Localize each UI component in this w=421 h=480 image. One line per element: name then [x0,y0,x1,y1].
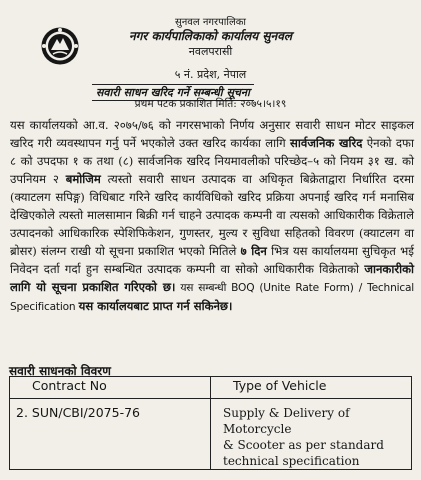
body-bold-3: ७ दिन [240,244,267,258]
body-bold-2: बमोजिम [65,172,101,186]
table-row [10,399,412,470]
district-name: नवलपरासी [188,45,233,58]
table-header-row [10,377,412,399]
contract-no-header: Contract No [10,377,211,399]
vehicle-table [9,376,412,470]
contract-number: SUN/CBI/2075-76 [31,405,140,420]
office-name: नगर कार्यपालिकाको कार्यालय सुनवल [128,29,293,43]
vehicle-type-header: Type of Vehicle [211,377,412,399]
notice-title: सवारी साधन खरिद गर्ने सम्बन्धी सूचना [92,84,254,101]
vehicle-cell [211,399,412,470]
province-name: ५ नं. प्रदेश, नेपाल [174,68,247,81]
vehicle-line-3: technical specification [223,454,360,468]
notice-body [10,116,414,316]
body-text-2: ऐनको दफा ८ को उपदफा १ क तथा (८) सार्वजनिक खरिद नियमावलीको परिच्छेद–५ को नियम ३१ ख. को उपनियम २ [10,136,414,186]
body-text-3: त्यस्तो सवारी साधन उत्पादक वा अधिकृत बिक्रेताद्वारा निर्धारित दरमा (क्याटलग सपिङ्ग) विधिबाट गरिने खरिद कार्यविधिको खरिद प्रक्रिया अपनाई खरिद गर्न मनासिब देखिएकोले त्यस्तो मालसामान बिक्री गर्न चाहने उत्पादक कम्पनी वा त्यसको आधिकारीक विक्रेताले उत्पादनको आधिकारिक स्पेशिफिकेशन, गुणस्तर, मुल्य र सुविधा सहितको विवरण (क्याटलग वा ब्रोसर) संलग्न राखी यो सूचना प्रकाशित भएको मितिले [10,172,415,258]
body-bold-4: जानकारीको लागि यो सूचना प्रकाशित गरिएको छ। [10,262,414,294]
first-published-date: प्रथम पटक प्रकाशित मिति: २०७५।५।१९ [134,98,287,110]
vehicle-details-heading: सवारी साधनको विवरण [9,364,111,378]
body-bold-5: यस कार्यालयबाट प्राप्त गर्न सकिनेछ। [78,299,233,313]
vehicle-line-2: & Scooter as per standard [223,438,384,452]
body-text-4: भित्र यस कार्यालयमा सुचिकृत भई निवेदन दर्ता गर्दा हुन सम्बन्धित उत्पादक कम्पनी वा सोको आधिकारीक विक्रेताको [10,244,414,276]
municipality-name: सुनवल नगरपालिका [174,17,246,28]
contract-cell [10,399,211,470]
vehicle-line-1: Supply & Delivery of Motorcycle [223,406,350,436]
body-text-5: यस सम्बन्धी BOQ (Unite Rate Form) / Technical Specification [10,282,414,313]
body-text-1: यस कार्यालयको आ.व. २०७५/७६ को नगरसभाको निर्णय अनुसार सवारी साधन मोटर साइकल खरिद गरी व्यवस्थापन गर्नु पर्ने भएकोले उक्त खरिद कार्यका लागि [10,118,414,150]
body-bold-1: सार्वजनिक खरिद [290,136,363,150]
row-number: 2. [16,405,28,420]
